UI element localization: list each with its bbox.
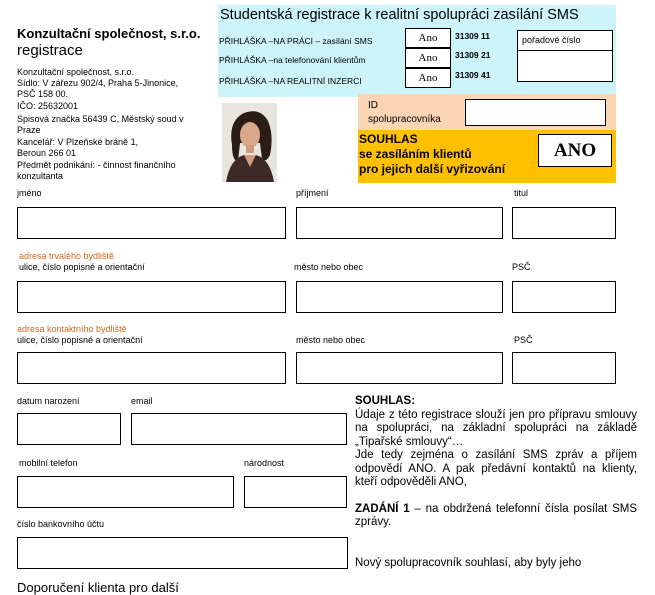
address-line: Spisová značka 56439 C, Městský soud v — [17, 114, 184, 124]
application-label-work: PŘIHLÁŠKA –NA PRÁCI – zasílání SMS — [219, 36, 373, 46]
birth-date-field[interactable] — [17, 413, 121, 445]
application-value-work[interactable]: Ano — [405, 28, 451, 48]
consent-line: SOUHLAS — [359, 132, 418, 146]
contact-address-heading: adresa kontaktního bydliště — [17, 324, 127, 334]
assignment-label: ZADÁNÍ 1 — [355, 502, 410, 515]
address-line: Předmět podnikání: - činnost finančního — [17, 160, 176, 170]
bank-account-label: číslo bankovního účtu — [17, 519, 105, 529]
address-line: Konzultační společnost, s.r.o. — [17, 67, 135, 77]
email-label: email — [131, 396, 153, 406]
order-number-divider — [517, 50, 613, 51]
address-line: Sídlo: V zářezu 902/4, Praha 5-Jinonice, — [17, 78, 179, 88]
permanent-psc-label: PSČ — [512, 262, 531, 272]
permanent-city-label: město nebo obec — [294, 262, 364, 272]
application-label-realty: PŘIHLÁŠKA –NA REALITNÍ INZERCI — [219, 76, 362, 86]
application-value-phone[interactable]: Ano — [405, 48, 451, 68]
permanent-street-field[interactable] — [17, 281, 286, 313]
email-field[interactable] — [131, 413, 347, 445]
address-line: Kancelář: V Plzeňské bráně 1, — [17, 137, 139, 147]
contact-street-field[interactable] — [17, 352, 286, 384]
address-line: Beroun 266 01 — [17, 148, 77, 158]
consent-value-field[interactable]: ANO — [538, 134, 612, 167]
title-field[interactable] — [512, 207, 616, 239]
consent-text — [359, 132, 505, 177]
contact-city-field[interactable] — [296, 352, 503, 384]
contact-psc-field[interactable] — [512, 352, 616, 384]
address-line: IČO: 25632001 — [17, 101, 79, 111]
collaborator-id-field[interactable] — [465, 99, 606, 126]
permanent-street-label: ulice, číslo popisné a orientační — [19, 262, 145, 272]
consent-paragraph: Jde tedy zejména o zasílání SMS zpráv a příjem odpovědí ANO. A pak předávní kontaktů na klienty, kteří odpověděli ANO, — [355, 449, 637, 488]
consent-line: pro jejich další vyřizování — [359, 162, 506, 176]
contact-street-label: ulice, číslo popisné a orientační — [17, 335, 143, 345]
first-name-label: jméno — [17, 188, 42, 198]
bank-account-field[interactable] — [17, 537, 348, 569]
permanent-city-field[interactable] — [296, 281, 503, 313]
permanent-psc-field[interactable] — [512, 281, 616, 313]
profile-photo — [222, 103, 277, 182]
first-name-field[interactable] — [17, 207, 286, 239]
collaborator-id-label — [368, 99, 441, 127]
birth-date-label: datum narození — [17, 396, 80, 406]
nationality-label: národnost — [244, 458, 285, 468]
order-number-label: pořadové číslo — [522, 35, 581, 45]
consent-paragraph: Údaje z této registrace slouží jen pro přípravu smlouvy na spolupráci, na základní spolupráci na základě „Tipařské smlouvy“… — [355, 408, 637, 448]
assignment-paragraph — [355, 503, 637, 530]
application-value-realty[interactable]: Ano — [405, 68, 451, 88]
address-line: konzultanta — [17, 171, 64, 181]
title-label: titul — [514, 188, 529, 198]
address-line: PSČ 158 00. — [17, 89, 69, 99]
contact-psc-label: PSČ — [514, 335, 533, 345]
application-code-work: 31309 11 — [455, 31, 490, 41]
collaborator-id-label-line1: ID — [368, 100, 378, 111]
collaborator-id-label-line2: spolupracovníka — [368, 114, 441, 125]
permanent-address-heading: adresa trvalého bydliště — [19, 251, 115, 261]
last-name-field[interactable] — [296, 207, 503, 239]
consent-heading: SOUHLAS: — [355, 395, 416, 407]
company-name: Konzultační společnost, s.r.o. — [17, 26, 201, 41]
mobile-phone-field[interactable] — [17, 476, 234, 508]
nationality-field[interactable] — [244, 476, 347, 508]
consent-line: se zasíláním klientů — [359, 147, 472, 161]
last-name-label: příjmení — [296, 188, 329, 198]
application-code-phone: 31309 21 — [455, 50, 491, 60]
recommendation-heading: Doporučení klienta pro další — [17, 580, 179, 595]
consent-body — [355, 395, 637, 570]
application-code-realty: 31309 41 — [455, 70, 491, 80]
address-line: Praze — [17, 125, 41, 135]
mobile-phone-label: mobilní telefon — [19, 458, 78, 468]
consent-paragraph: Nový spolupracovník souhlasí, aby byly jeho — [355, 556, 582, 569]
panel-title: Studentská registrace k realitní spolupráci zasílání SMS — [220, 7, 579, 23]
assignment-text: – na obdržená telefonní čísla posílat SMS zprávy. — [355, 502, 638, 528]
page-subtitle: registrace — [17, 42, 83, 59]
contact-city-label: město nebo obec — [296, 335, 366, 345]
application-label-phone: PŘIHLÁŠKA –na telefonování klientům — [219, 55, 366, 65]
